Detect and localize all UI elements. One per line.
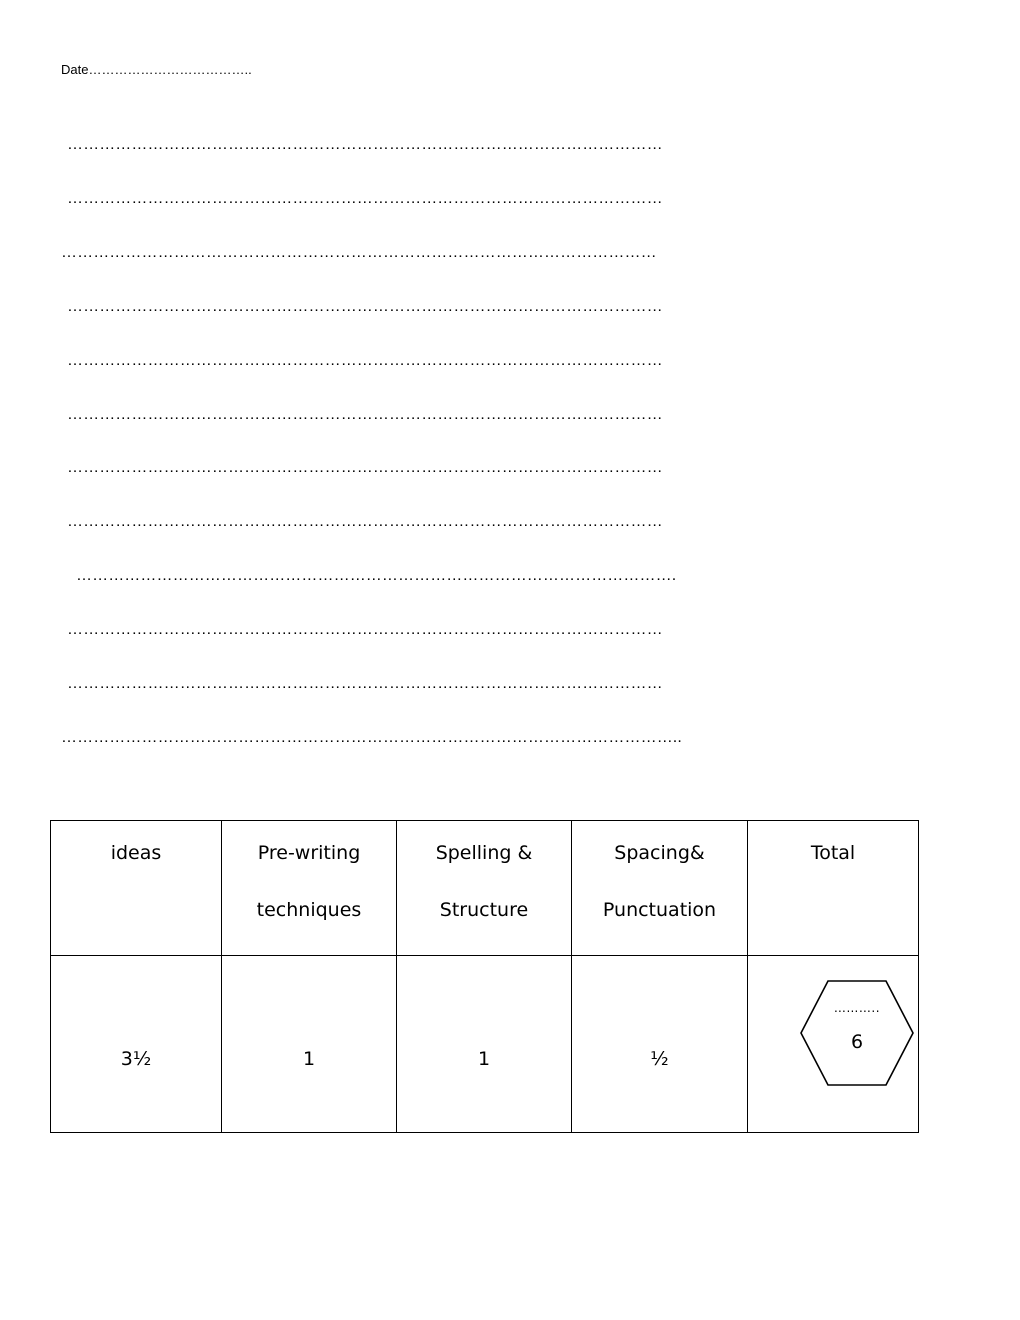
mark-spacing: ½ bbox=[572, 956, 748, 1133]
score-blank[interactable]: ……….. bbox=[833, 1001, 881, 1015]
total-score-hexagon[interactable] bbox=[799, 979, 915, 1087]
writing-line[interactable]: ………………………………………………………………………………………………… bbox=[67, 406, 663, 423]
date-field[interactable]: Date……………………………….. bbox=[61, 62, 252, 77]
writing-line[interactable]: …………………………………………………………………………………………………. bbox=[76, 567, 677, 584]
criterion-label: Pre-writing bbox=[257, 842, 361, 864]
writing-line[interactable]: ………………………………………………………………………………………………… bbox=[67, 621, 663, 638]
criterion-label: ideas bbox=[110, 842, 162, 864]
rubric-marks-row bbox=[51, 956, 919, 1133]
writing-line[interactable]: ………………………………………………………………………………………………… bbox=[67, 459, 663, 476]
max-score: 6 bbox=[850, 1031, 864, 1053]
writing-line[interactable]: ………………………………………………………………………………………………… bbox=[67, 513, 663, 530]
marking-rubric-table bbox=[50, 820, 919, 1133]
criterion-label: techniques bbox=[256, 899, 362, 921]
criterion-label: Structure bbox=[439, 899, 529, 921]
criterion-spacing-header bbox=[572, 821, 748, 956]
criterion-spelling-header bbox=[397, 821, 572, 956]
mark-prewriting: 1 bbox=[222, 956, 397, 1133]
criterion-label: Spelling & bbox=[435, 842, 533, 864]
mark-ideas: 3½ bbox=[51, 956, 222, 1133]
writing-line[interactable]: ………………………………………………………………………………………………… bbox=[67, 675, 663, 692]
writing-line[interactable]: ………………………………………………………………………………………………… bbox=[67, 136, 663, 153]
total-header bbox=[748, 821, 919, 956]
criterion-label: Spacing& bbox=[614, 842, 705, 864]
criterion-label: Total bbox=[810, 842, 856, 864]
criterion-label: Punctuation bbox=[602, 899, 717, 921]
writing-line[interactable]: ………………………………………………………………………………………………… bbox=[67, 352, 663, 369]
writing-line[interactable]: ………………………………………………………………………………………………… bbox=[67, 190, 663, 207]
mark-spelling: 1 bbox=[397, 956, 572, 1133]
writing-line[interactable]: ………………………………………………………………………………………………… bbox=[67, 298, 663, 315]
rubric-header-row bbox=[51, 821, 919, 956]
total-score-cell bbox=[748, 956, 919, 1133]
writing-line[interactable]: …………………………………………………………………………………………………….. bbox=[61, 729, 682, 746]
criterion-ideas-header bbox=[51, 821, 222, 956]
criterion-prewriting-header bbox=[222, 821, 397, 956]
writing-line[interactable]: ………………………………………………………………………………………………… bbox=[61, 244, 657, 261]
